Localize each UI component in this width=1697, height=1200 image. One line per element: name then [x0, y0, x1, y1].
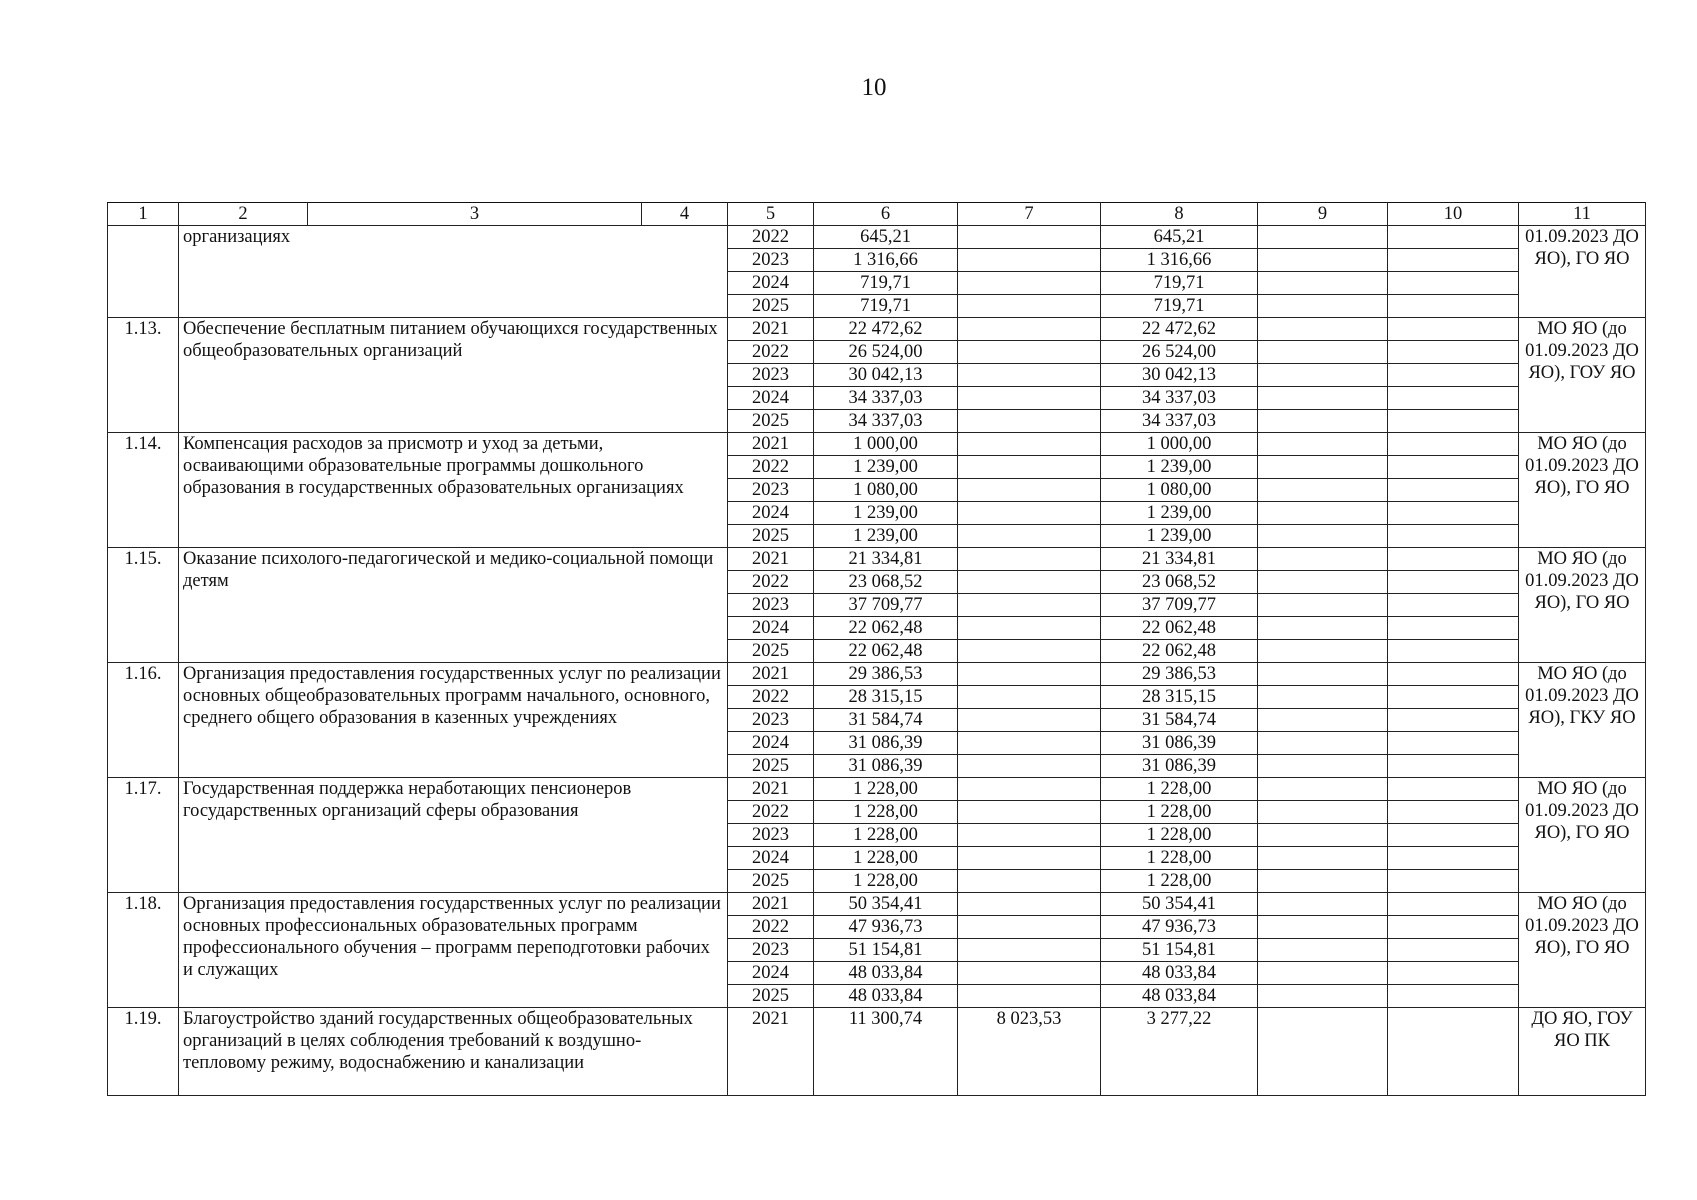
col6-total-cell: 1 228,00 [814, 801, 958, 824]
col9-cell [1258, 479, 1388, 502]
col7-cell [958, 709, 1101, 732]
col9-cell [1258, 962, 1388, 985]
col10-cell [1388, 732, 1519, 755]
col7-cell [958, 571, 1101, 594]
col6-total-cell: 48 033,84 [814, 985, 958, 1008]
col9-cell [1258, 594, 1388, 617]
col8-cell: 1 316,66 [1101, 249, 1258, 272]
col8-cell: 22 062,48 [1101, 640, 1258, 663]
item-description: Организация предоставления государственных услуг по реализации основных профессиональных образовательных программ профессионального обучения – программ переподготовки рабочих и служащих [179, 893, 728, 1008]
col10-cell [1388, 272, 1519, 295]
col8-cell: 31 584,74 [1101, 709, 1258, 732]
year-cell: 2025 [728, 525, 814, 548]
col8-cell: 48 033,84 [1101, 985, 1258, 1008]
col9-cell [1258, 640, 1388, 663]
responsible-executor: МО ЯО (до 01.09.2023 ДО ЯО), ГКУ ЯО [1519, 663, 1646, 778]
col6-total-cell: 1 316,66 [814, 249, 958, 272]
item-description: Организация предоставления государственных услуг по реализации основных общеобразовательных программ начального, основного, среднего общего образования в казенных учреждениях [179, 663, 728, 778]
col10-cell [1388, 870, 1519, 893]
col10-cell [1388, 410, 1519, 433]
col7-cell [958, 272, 1101, 295]
col7-cell [958, 732, 1101, 755]
col6-total-cell: 719,71 [814, 272, 958, 295]
col10-cell [1388, 962, 1519, 985]
col9-cell [1258, 755, 1388, 778]
responsible-executor: 01.09.2023 ДО ЯО), ГО ЯО [1519, 226, 1646, 318]
col9-cell [1258, 318, 1388, 341]
year-cell: 2023 [728, 479, 814, 502]
col9-cell [1258, 525, 1388, 548]
col6-total-cell: 51 154,81 [814, 939, 958, 962]
col10-cell [1388, 640, 1519, 663]
col6-total-cell: 30 042,13 [814, 364, 958, 387]
table-row [108, 778, 1646, 801]
year-cell: 2025 [728, 870, 814, 893]
col10-cell [1388, 249, 1519, 272]
col10-cell [1388, 847, 1519, 870]
col9-cell [1258, 548, 1388, 571]
col7-cell [958, 824, 1101, 847]
col6-total-cell: 31 584,74 [814, 709, 958, 732]
col9-cell [1258, 686, 1388, 709]
year-cell: 2024 [728, 502, 814, 525]
col8-cell: 1 080,00 [1101, 479, 1258, 502]
item-number: 1.17. [108, 778, 179, 893]
col8-cell: 37 709,77 [1101, 594, 1258, 617]
year-cell: 2021 [728, 318, 814, 341]
col-header-1: 1 [108, 203, 179, 226]
col6-total-cell: 1 000,00 [814, 433, 958, 456]
col7-cell [958, 985, 1101, 1008]
responsible-executor: МО ЯО (до 01.09.2023 ДО ЯО), ГО ЯО [1519, 548, 1646, 663]
col9-cell [1258, 939, 1388, 962]
col10-cell [1388, 594, 1519, 617]
col9-cell [1258, 456, 1388, 479]
col6-total-cell: 34 337,03 [814, 410, 958, 433]
year-cell: 2022 [728, 571, 814, 594]
col6-total-cell: 22 472,62 [814, 318, 958, 341]
col9-cell [1258, 410, 1388, 433]
col7-cell [958, 594, 1101, 617]
col8-cell: 1 228,00 [1101, 870, 1258, 893]
year-cell: 2021 [728, 433, 814, 456]
col7-cell [958, 548, 1101, 571]
col7-cell [958, 847, 1101, 870]
responsible-executor: ДО ЯО, ГОУ ЯО ПК [1519, 1008, 1646, 1096]
year-cell: 2023 [728, 709, 814, 732]
col7-cell [958, 778, 1101, 801]
col10-cell [1388, 985, 1519, 1008]
col10-cell [1388, 295, 1519, 318]
year-cell: 2025 [728, 295, 814, 318]
col10-cell [1388, 226, 1519, 249]
budget-table [107, 202, 1646, 1096]
item-description: Благоустройство зданий государственных общеобразовательных организаций в целях соблюдения требований к воздушно-тепловому режиму, водоснабжению и канализации [179, 1008, 728, 1096]
col7-cell [958, 318, 1101, 341]
col7-cell [958, 686, 1101, 709]
col9-cell [1258, 364, 1388, 387]
col8-cell: 1 228,00 [1101, 847, 1258, 870]
year-cell: 2025 [728, 640, 814, 663]
col9-cell [1258, 663, 1388, 686]
col7-cell [958, 295, 1101, 318]
responsible-executor: МО ЯО (до 01.09.2023 ДО ЯО), ГО ЯО [1519, 433, 1646, 548]
col8-cell: 1 000,00 [1101, 433, 1258, 456]
table-row [108, 893, 1646, 916]
col6-total-cell: 1 080,00 [814, 479, 958, 502]
col7-cell [958, 456, 1101, 479]
year-cell: 2024 [728, 962, 814, 985]
col9-cell [1258, 824, 1388, 847]
col7-cell [958, 870, 1101, 893]
col7-cell [958, 939, 1101, 962]
col8-cell: 29 386,53 [1101, 663, 1258, 686]
col-header-7: 7 [958, 203, 1101, 226]
year-cell: 2023 [728, 364, 814, 387]
col6-total-cell: 23 068,52 [814, 571, 958, 594]
col7-cell [958, 364, 1101, 387]
col7-cell [958, 502, 1101, 525]
col8-cell: 34 337,03 [1101, 410, 1258, 433]
col6-total-cell: 21 334,81 [814, 548, 958, 571]
col6-total-cell: 47 936,73 [814, 916, 958, 939]
col9-cell [1258, 732, 1388, 755]
col8-cell: 28 315,15 [1101, 686, 1258, 709]
year-cell: 2022 [728, 226, 814, 249]
col10-cell [1388, 824, 1519, 847]
col9-cell [1258, 870, 1388, 893]
col8-cell: 31 086,39 [1101, 755, 1258, 778]
col10-cell [1388, 456, 1519, 479]
col7-cell [958, 410, 1101, 433]
col6-total-cell: 1 239,00 [814, 456, 958, 479]
year-cell: 2022 [728, 686, 814, 709]
table-row [108, 433, 1646, 456]
col8-cell: 645,21 [1101, 226, 1258, 249]
col8-cell: 22 472,62 [1101, 318, 1258, 341]
year-cell: 2021 [728, 778, 814, 801]
col-header-9: 9 [1258, 203, 1388, 226]
col6-total-cell: 11 300,74 [814, 1008, 958, 1096]
year-cell: 2024 [728, 732, 814, 755]
col8-cell: 1 228,00 [1101, 778, 1258, 801]
col6-total-cell: 34 337,03 [814, 387, 958, 410]
col10-cell [1388, 571, 1519, 594]
responsible-executor: МО ЯО (до 01.09.2023 ДО ЯО), ГО ЯО [1519, 893, 1646, 1008]
col9-cell [1258, 295, 1388, 318]
col9-cell [1258, 847, 1388, 870]
col-header-5: 5 [728, 203, 814, 226]
item-number: 1.14. [108, 433, 179, 548]
col10-cell [1388, 778, 1519, 801]
col10-cell [1388, 755, 1519, 778]
col6-total-cell: 1 228,00 [814, 847, 958, 870]
col8-cell: 30 042,13 [1101, 364, 1258, 387]
col-header-6: 6 [814, 203, 958, 226]
col10-cell [1388, 1008, 1519, 1096]
col9-cell [1258, 1008, 1388, 1096]
responsible-executor: МО ЯО (до 01.09.2023 ДО ЯО), ГО ЯО [1519, 778, 1646, 893]
col9-cell [1258, 778, 1388, 801]
col8-cell: 51 154,81 [1101, 939, 1258, 962]
col10-cell [1388, 433, 1519, 456]
item-description: Обеспечение бесплатным питанием обучающихся государственных общеобразовательных организаций [179, 318, 728, 433]
item-number: 1.15. [108, 548, 179, 663]
item-description: Оказание психолого-педагогической и медико-социальной помощи детям [179, 548, 728, 663]
col7-cell [958, 801, 1101, 824]
col10-cell [1388, 387, 1519, 410]
col7-cell [958, 433, 1101, 456]
col6-total-cell: 37 709,77 [814, 594, 958, 617]
col10-cell [1388, 617, 1519, 640]
year-cell: 2024 [728, 847, 814, 870]
table-body [108, 203, 1646, 1096]
col10-cell [1388, 525, 1519, 548]
col8-cell: 31 086,39 [1101, 732, 1258, 755]
year-cell: 2022 [728, 916, 814, 939]
col7-cell [958, 249, 1101, 272]
col9-cell [1258, 709, 1388, 732]
col-header-2: 2 [179, 203, 308, 226]
year-cell: 2025 [728, 985, 814, 1008]
col6-total-cell: 31 086,39 [814, 755, 958, 778]
item-description: организациях [179, 226, 728, 318]
col8-cell: 48 033,84 [1101, 962, 1258, 985]
col9-cell [1258, 433, 1388, 456]
item-number: 1.16. [108, 663, 179, 778]
col-header-4: 4 [642, 203, 728, 226]
item-number: 1.19. [108, 1008, 179, 1096]
responsible-executor: МО ЯО (до 01.09.2023 ДО ЯО), ГОУ ЯО [1519, 318, 1646, 433]
col9-cell [1258, 916, 1388, 939]
col6-total-cell: 1 239,00 [814, 525, 958, 548]
col6-total-cell: 645,21 [814, 226, 958, 249]
year-cell: 2021 [728, 1008, 814, 1096]
col9-cell [1258, 272, 1388, 295]
col6-total-cell: 719,71 [814, 295, 958, 318]
year-cell: 2022 [728, 801, 814, 824]
item-number: 1.13. [108, 318, 179, 433]
item-number [108, 226, 179, 318]
col7-cell [958, 341, 1101, 364]
col7-cell [958, 226, 1101, 249]
col10-cell [1388, 341, 1519, 364]
col6-total-cell: 48 033,84 [814, 962, 958, 985]
col6-total-cell: 22 062,48 [814, 617, 958, 640]
page-number: 10 [861, 74, 887, 101]
table-row [108, 226, 1646, 249]
col-header-8: 8 [1101, 203, 1258, 226]
col6-total-cell: 1 228,00 [814, 870, 958, 893]
col7-cell [958, 962, 1101, 985]
table-row [108, 1008, 1646, 1096]
year-cell: 2023 [728, 249, 814, 272]
col8-cell: 719,71 [1101, 272, 1258, 295]
col8-cell: 23 068,52 [1101, 571, 1258, 594]
col10-cell [1388, 318, 1519, 341]
year-cell: 2024 [728, 617, 814, 640]
col7-cell [958, 893, 1101, 916]
col10-cell [1388, 893, 1519, 916]
col8-cell: 50 354,41 [1101, 893, 1258, 916]
col7-cell [958, 640, 1101, 663]
col6-total-cell: 22 062,48 [814, 640, 958, 663]
table-row [108, 318, 1646, 341]
col10-cell [1388, 364, 1519, 387]
col9-cell [1258, 387, 1388, 410]
col10-cell [1388, 686, 1519, 709]
col7-cell [958, 479, 1101, 502]
column-number-header-row [108, 203, 1646, 226]
year-cell: 2021 [728, 893, 814, 916]
col6-total-cell: 26 524,00 [814, 341, 958, 364]
col10-cell [1388, 502, 1519, 525]
col-header-3: 3 [308, 203, 642, 226]
col6-total-cell: 31 086,39 [814, 732, 958, 755]
col8-cell: 47 936,73 [1101, 916, 1258, 939]
col7-cell [958, 617, 1101, 640]
year-cell: 2025 [728, 755, 814, 778]
col9-cell [1258, 985, 1388, 1008]
col9-cell [1258, 249, 1388, 272]
table-row [108, 663, 1646, 686]
year-cell: 2024 [728, 272, 814, 295]
col8-cell: 1 228,00 [1101, 801, 1258, 824]
col7-cell [958, 663, 1101, 686]
year-cell: 2021 [728, 663, 814, 686]
col8-cell: 26 524,00 [1101, 341, 1258, 364]
col8-cell: 1 228,00 [1101, 824, 1258, 847]
col8-cell: 22 062,48 [1101, 617, 1258, 640]
col6-total-cell: 50 354,41 [814, 893, 958, 916]
col8-cell: 3 277,22 [1101, 1008, 1258, 1096]
col8-cell: 34 337,03 [1101, 387, 1258, 410]
item-description: Компенсация расходов за присмотр и уход за детьми, осваивающими образовательные программы дошкольного образования в государственных образовательных организациях [179, 433, 728, 548]
item-description: Государственная поддержка неработающих пенсионеров государственных организаций сферы образования [179, 778, 728, 893]
col8-cell: 1 239,00 [1101, 502, 1258, 525]
col-header-11: 11 [1519, 203, 1646, 226]
year-cell: 2025 [728, 410, 814, 433]
year-cell: 2021 [728, 548, 814, 571]
item-number: 1.18. [108, 893, 179, 1008]
col6-total-cell: 1 239,00 [814, 502, 958, 525]
year-cell: 2023 [728, 594, 814, 617]
col7-cell [958, 755, 1101, 778]
year-cell: 2023 [728, 939, 814, 962]
col7-cell [958, 525, 1101, 548]
col7-cell [958, 916, 1101, 939]
col10-cell [1388, 709, 1519, 732]
col6-total-cell: 1 228,00 [814, 824, 958, 847]
col-header-10: 10 [1388, 203, 1519, 226]
col9-cell [1258, 571, 1388, 594]
col9-cell [1258, 502, 1388, 525]
col10-cell [1388, 479, 1519, 502]
col8-cell: 21 334,81 [1101, 548, 1258, 571]
col9-cell [1258, 341, 1388, 364]
col10-cell [1388, 939, 1519, 962]
col10-cell [1388, 663, 1519, 686]
col9-cell [1258, 801, 1388, 824]
col9-cell [1258, 617, 1388, 640]
table-row [108, 548, 1646, 571]
col9-cell [1258, 893, 1388, 916]
col8-cell: 1 239,00 [1101, 525, 1258, 548]
col10-cell [1388, 916, 1519, 939]
col7-cell [958, 387, 1101, 410]
col6-total-cell: 28 315,15 [814, 686, 958, 709]
col6-total-cell: 29 386,53 [814, 663, 958, 686]
col9-cell [1258, 226, 1388, 249]
year-cell: 2024 [728, 387, 814, 410]
col7-cell: 8 023,53 [958, 1008, 1101, 1096]
col8-cell: 1 239,00 [1101, 456, 1258, 479]
col10-cell [1388, 801, 1519, 824]
col6-total-cell: 1 228,00 [814, 778, 958, 801]
year-cell: 2022 [728, 456, 814, 479]
col10-cell [1388, 548, 1519, 571]
col8-cell: 719,71 [1101, 295, 1258, 318]
year-cell: 2022 [728, 341, 814, 364]
year-cell: 2023 [728, 824, 814, 847]
